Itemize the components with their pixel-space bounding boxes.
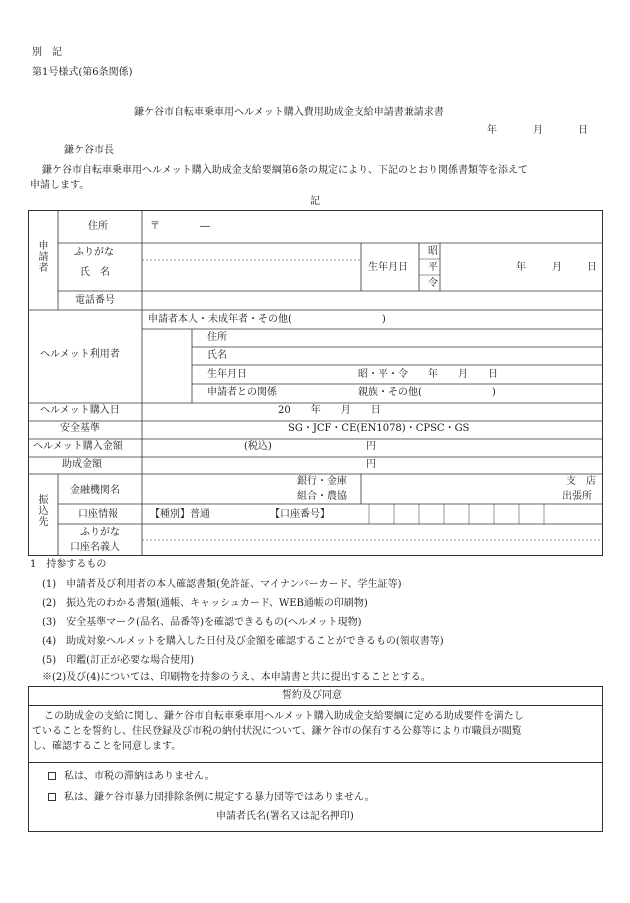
user-name-label: 氏名 bbox=[207, 350, 227, 361]
account-info-label: 口座情報 bbox=[78, 509, 118, 520]
applicant-label: 申請者 bbox=[36, 240, 47, 273]
birth-day-label: 日 bbox=[587, 262, 597, 273]
tax-arrears-checkbox[interactable] bbox=[48, 772, 56, 780]
bank-name-label: 金融機関名 bbox=[70, 485, 120, 496]
era-showa: 昭 bbox=[428, 246, 438, 257]
user-birthdate-label: 生年月日 bbox=[207, 369, 247, 380]
bank-type-1: 銀行・金庫 bbox=[297, 476, 347, 487]
helmet-user-label: ヘルメット利用者 bbox=[40, 349, 120, 360]
tax-included-label: (税込) bbox=[244, 441, 272, 452]
transfer-destination-label: 振込先 bbox=[36, 494, 47, 527]
furigana-label: ふりがな bbox=[74, 247, 114, 258]
account-type: 【種別】普通 bbox=[150, 509, 210, 520]
address-label: 住所 bbox=[88, 221, 108, 232]
form-title: 鎌ケ谷市自転車乗車用ヘルメット購入費用助成金支給申請書兼請求書 bbox=[134, 107, 444, 118]
date-month-label: 月 bbox=[533, 125, 543, 136]
relation-label: 申請者との関係 bbox=[207, 387, 277, 398]
applicant-signature-label: 申請者氏名(署名又は記名押印) bbox=[216, 811, 354, 822]
user-type-options: 申請者本人・未成年者・その他( ) bbox=[148, 314, 386, 325]
purchase-date-label: ヘルメット購入日 bbox=[40, 405, 120, 416]
date-year-label: 年 bbox=[487, 125, 497, 136]
pledge-title: 誓約及び同意 bbox=[282, 690, 342, 701]
branch-type-1: 支 店 bbox=[566, 476, 596, 487]
holder-furigana-label: ふりがな bbox=[80, 527, 120, 538]
items-heading: 1 持参するもの bbox=[30, 559, 107, 570]
declaration-not-gang[interactable] bbox=[48, 793, 375, 803]
bank-type-2: 組合・農協 bbox=[297, 491, 347, 502]
declaration-no-tax-arrears[interactable] bbox=[48, 772, 215, 782]
phone-label: 電話番号 bbox=[75, 295, 115, 306]
items-list-item: (4) 助成対象ヘルメットを購入した日付及び金額を確認することができるもの(領収書等) bbox=[42, 636, 444, 647]
birthdate-label: 生年月日 bbox=[368, 262, 408, 273]
intro-line-1: 鎌ケ谷市自転車乗車用ヘルメット購入助成金支給要綱第6条の規定により、下記のとおり関係書類等を添えて bbox=[42, 165, 529, 176]
user-address-label: 住所 bbox=[207, 332, 227, 343]
pledge-line-2: ていることを誓約し、住民登録及び市税の納付状況について、鎌ケ谷市の保有する公募等により市職員が閲覧 bbox=[32, 726, 522, 737]
era-reiwa: 令 bbox=[428, 278, 438, 289]
subsidy-amount-label: 助成金額 bbox=[62, 459, 102, 470]
name-label: 氏 名 bbox=[80, 267, 110, 278]
subsidy-amount-yen: 円 bbox=[366, 459, 376, 470]
addressee: 鎌ケ谷市長 bbox=[64, 145, 114, 156]
items-note: ※(2)及び(4)については、印刷物を持参のうえ、本申請書と共に提出することとする。 bbox=[42, 672, 431, 683]
form-number: 第1号様式(第6条関係) bbox=[32, 67, 133, 78]
birth-month-label: 月 bbox=[552, 262, 562, 273]
date-day-label: 日 bbox=[578, 125, 588, 136]
account-holder-label: 口座名義人 bbox=[70, 542, 120, 553]
birth-year-label: 年 bbox=[516, 262, 526, 273]
declaration-text: 私は、鎌ケ谷市暴力団排除条例に規定する暴力団等ではありません。 bbox=[64, 792, 375, 803]
betsuki-label: 別 記 bbox=[32, 47, 62, 58]
postal-mark: 〒 ― bbox=[150, 221, 210, 232]
items-list-item: (5) 印鑑(訂正が必要な場合使用) bbox=[42, 655, 194, 666]
ki-label: 記 bbox=[310, 196, 320, 207]
items-list-item: (2) 振込先のわかる書類(通帳、キャッシュカード、WEB通帳の印刷物) bbox=[42, 598, 368, 609]
branch-type-2: 出張所 bbox=[562, 491, 592, 502]
user-birthdate-value: 昭・平・令 年 月 日 bbox=[358, 369, 498, 380]
safety-standard-label: 安全基準 bbox=[60, 423, 100, 434]
purchase-date-value: 20 年 月 日 bbox=[278, 405, 381, 416]
items-list-item: (3) 安全基準マーク(品名、品番等)を確認できるもの(ヘルメット現物) bbox=[42, 617, 362, 628]
safety-standard-options: SG・JCF・CE(EN1078)・CPSC・GS bbox=[288, 423, 470, 434]
items-list-item: (1) 申請者及び利用者の本人確認書類(免許証、マイナンバーカード、学生証等) bbox=[42, 579, 402, 590]
purchase-amount-label: ヘルメット購入金額 bbox=[33, 441, 123, 452]
pledge-line-3: し、確認することを同意します。 bbox=[32, 741, 182, 752]
relation-options: 親族・その他( ) bbox=[358, 387, 496, 398]
era-heisei: 平 bbox=[428, 262, 438, 273]
purchase-amount-yen: 円 bbox=[366, 441, 376, 452]
intro-line-2: 申請します。 bbox=[30, 180, 90, 191]
pledge-line-1: この助成金の支給に関し、鎌ケ谷市自転車乗車用ヘルメット購入助成金支給要綱に定める助成要件を満たし bbox=[44, 711, 524, 722]
account-number-label: 【口座番号】 bbox=[270, 509, 330, 520]
declaration-text: 私は、市税の滞納はありません。 bbox=[64, 771, 215, 782]
gang-exclusion-checkbox[interactable] bbox=[48, 793, 56, 801]
